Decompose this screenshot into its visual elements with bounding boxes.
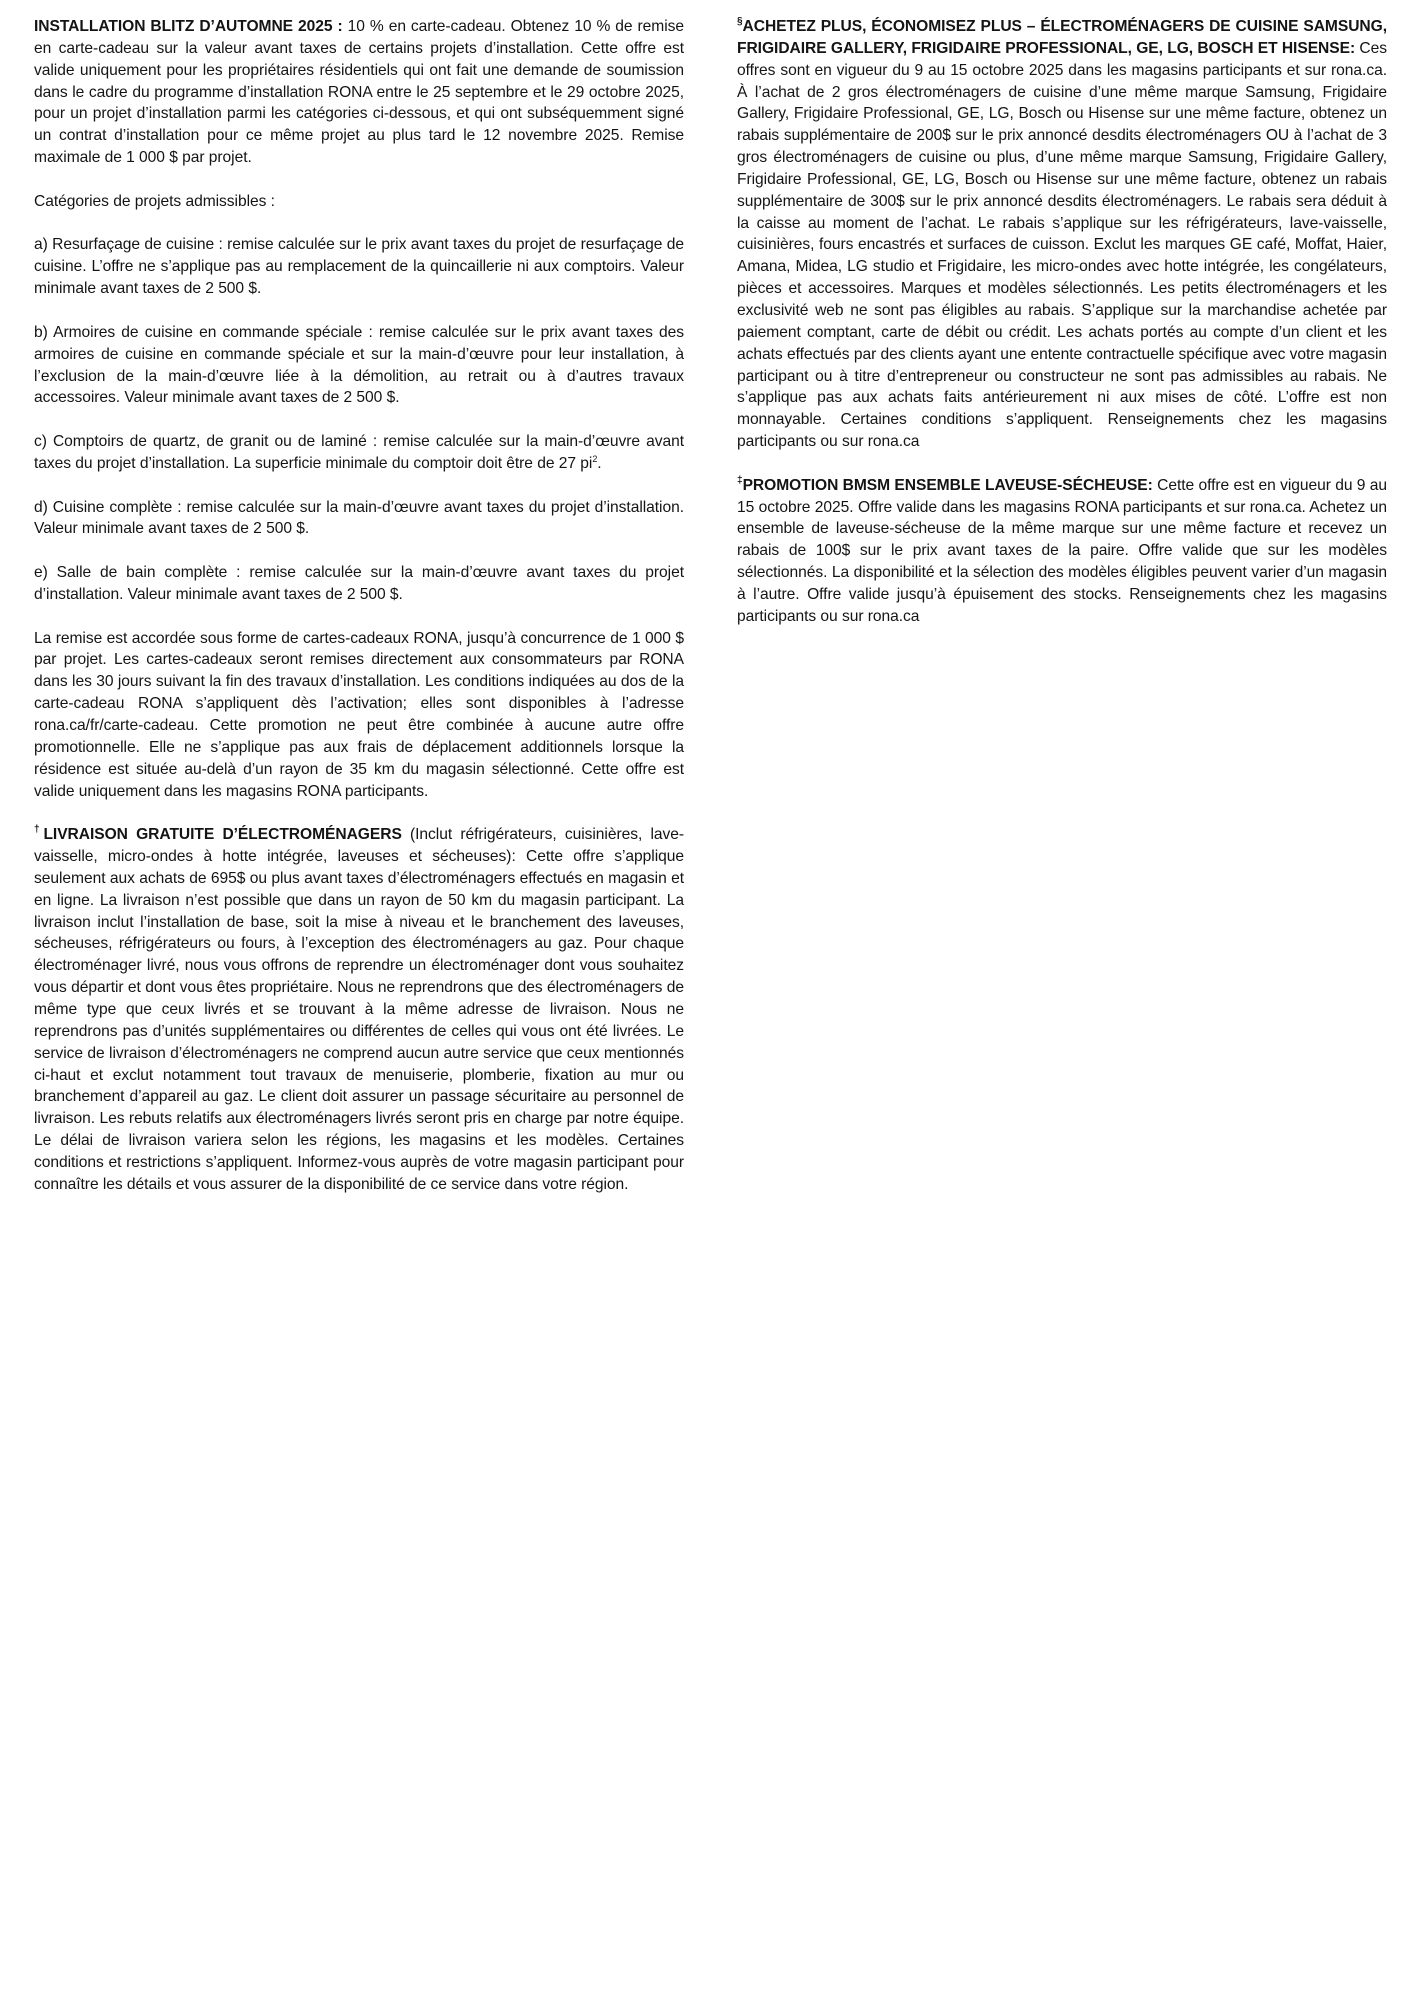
categories-intro: Catégories de projets admissibles :	[34, 192, 275, 210]
gift-card-terms: La remise est accordée sous forme de cartes-cadeaux RONA, jusqu’à concurrence de 1 000 $ par projet. Les cartes-cadeaux seront remises directement aux consommateurs par RONA dans les 30 jours suivant la fin des travaux d’installation. Les conditions indiquées au dos de la carte-cadeau RONA s’appliquent dès l’activation; elles sont disponibles à l’adresse rona.ca/fr/carte-cadeau. Cette promotion ne peut être combinée à aucune autre offre promotionnelle. Elle ne s’applique pas aux frais de déplacement additionnels lorsque la résidence est située au-delà d’un rayon de 35 km du magasin sélectionné. Cette offre est valide uniquement dans les magasins RONA participants.	[34, 629, 684, 800]
installation-blitz-paragraph	[34, 16, 684, 169]
washer-dryer-body: Cette offre est en vigueur du 9 au 15 octobre 2025. Offre valide dans les magasins RONA participants et sur rona.ca. Achetez un ensemble de laveuse-sécheuse de la même marque sur une même facture et recevez un rabais de 100$ sur le prix avant taxes de la paire. Offre valide que sur les modèles sélectionnés. La disponibilité et la sélection des modèles éligibles peuvent varier d’un magasin à l’autre. Offre valide jusqu’à épuisement des stocks. Renseignements chez les magasins participants ou sur rona.ca	[737, 476, 1388, 625]
right-column	[737, 16, 1387, 649]
category-c-text: c) Comptoirs de quartz, de granit ou de laminé : remise calculée sur la main-d’œuvre avant taxes du projet d’installation. La superficie minimale du comptoir doit être de 27 pi	[34, 433, 684, 472]
category-c	[34, 431, 684, 475]
section-marker: §	[737, 16, 743, 27]
buy-more-save-more-body: Ces offres sont en vigueur du 9 au 15 octobre 2025 dans les magasins participants et sur rona.ca. À l’achat de 2 gros électroménagers de cuisine d’une même marque Samsung, Frigidaire Gallery, Frigidaire Professional, GE, LG, Bosch ou Hisense sur une même facture, obtenez un rabais supplémentaire de 200$ sur le prix annoncé desdits électroménagers OU à l’achat de 3 gros électroménagers de cuisine ou plus, d’une même marque Samsung, Frigidaire Gallery, Frigidaire Professional, GE, LG, Bosch ou Hisense sur une même facture, obtenez un rabais supplémentaire de 300$ sur le prix annoncé desdits électroménagers. Le rabais sera déduit à la caisse au moment de l’achat. Le rabais s’applique sur les réfrigérateurs, lave-vaisselle, cuisinières, fours encastrés et surfaces de cuisson. Exclut les marques GE café, Moffat, Haier, Amana, Midea, LG studio et Frigidaire, les micro-ondes avec hotte intégrée, les congélateurs, pièces et accessoires. Marques et modèles sélectionnés. Les petits électroménagers et les exclusivité web ne sont pas éligibles au rabais. S’applique sur la marchandise achetée par paiement comptant, carte de débit ou crédit. Les achats portés au compte d’un client et les achats effectués par des clients ayant une entente contractuelle spécifique avec votre magasin participant ou à titre d’entrepreneur ou constructeur ne sont pas admissibles au rabais. Ne s’applique pas aux achats faits antérieurement ni aux mises de côté. L’offre est non monnayable. Certaines conditions s’appliquent. Renseignements chez les magasins participants ou sur rona.ca	[737, 39, 1387, 451]
buy-more-save-more-heading: ACHETEZ PLUS, ÉCONOMISEZ PLUS – ÉLECTROMÉNAGERS DE CUISINE SAMSUNG, FRIGIDAIRE GALLERY, FRIGIDAIRE PROFESSIONAL, GE, LG, BOSCH ET HISENSE:	[737, 18, 1387, 57]
free-delivery-body: (Inclut réfrigérateurs, cuisinières, lave-vaisselle, micro-ondes à hotte intégrée, laveuses et sécheuses): Cette offre s’applique seulement aux achats de 695$ ou plus avant taxes d’électroménagers effectués en magasin et en ligne. La livraison n’est possible que dans un rayon de 50 km du magasin participant. La livraison inclut l’installation de base, soit la mise à niveau et le branchement des laveuses, sécheuses, réfrigérateurs ou fours, à l’exception des électroménagers au gaz. Pour chaque électroménager livré, nous vous offrons de reprendre un électroménager dont vous souhaitez vous départir et dont vous êtes propriétaire. Nous ne reprendrons que des électroménagers de même type que ceux livrés et se trouvant à la même adresse de livraison. Nous ne reprendrons pas d’unités supplémentaires ou différentes de celles qui vous ont été livrées. Le service de livraison d’électroménagers ne comprend aucun autre service que ceux mentionnés ci-haut et exclut notamment tout travaux de menuiserie, plomberie, fixation au mur ou branchement d’appareil au gaz. Le client doit assurer un passage sécuritaire au personnel de livraison. Les rebuts relatifs aux électroménagers livrés seront pris en charge par notre équipe. Le délai de livraison variera selon les régions, les magasins et les modèles. Certaines conditions et restrictions s’appliquent. Informez-vous auprès de votre magasin participant pour connaître les détails et vous assurer de la disponibilité de ce service dans votre région.	[34, 826, 684, 1193]
category-e: e) Salle de bain complète : remise calculée sur la main-d’œuvre avant taxes du projet d’installation. Valeur minimale avant taxes de 2 500 $.	[34, 564, 684, 603]
washer-dryer-paragraph	[737, 475, 1387, 628]
category-b: b) Armoires de cuisine en commande spéciale : remise calculée sur le prix avant taxes des armoires de cuisine en commande spéciale et sur la main-d’œuvre pour leur installation, à l’exclusion de la main-d’œuvre liée à la démolition, au retrait ou à d’autres travaux accessoires. Valeur minimale avant taxes de 2 500 $.	[34, 323, 684, 407]
dagger-marker: †	[34, 824, 44, 836]
category-a: a) Resurfaçage de cuisine : remise calculée sur le prix avant taxes du projet de resurfaçage de cuisine. L’offre ne s’applique pas au remplacement de la quincaillerie ni aux comptoirs. Valeur minimale avant taxes de 2 500 $.	[34, 236, 684, 298]
installation-blitz-heading: INSTALLATION BLITZ D’AUTOMNE 2025 :	[34, 18, 343, 35]
double-dagger-marker: ‡	[737, 474, 743, 486]
buy-more-save-more-paragraph	[737, 16, 1387, 453]
installation-blitz-body: 10 % en carte-cadeau. Obtenez 10 % de remise en carte-cadeau sur la valeur avant taxes de certains projets d’installation. Cette offre est valide uniquement pour les propriétaires résidentiels qui ont fait une demande de soumission dans le cadre du programme d’installation RONA entre le 25 septembre et le 29 octobre 2025, pour un projet d’installation parmi les catégories ci-dessous, et qui ont subséquemment signé un contrat d’installation pour ce même projet au plus tard le 12 novembre 2025. Remise maximale de 1 000 $ par projet.	[34, 18, 684, 167]
washer-dryer-heading: PROMOTION BMSM ENSEMBLE LAVEUSE-SÉCHEUSE:	[742, 476, 1153, 494]
left-column	[34, 16, 684, 1217]
square-superscript: 2	[592, 453, 598, 464]
category-d: d) Cuisine complète : remise calculée sur la main-d’œuvre avant taxes du projet d’installation. Valeur minimale avant taxes de 2 500 $.	[34, 498, 684, 538]
free-delivery-heading: LIVRAISON GRATUITE D’ÉLECTROMÉNAGERS	[43, 826, 402, 844]
category-c-tail: .	[597, 454, 602, 472]
free-delivery-paragraph	[34, 824, 684, 1195]
